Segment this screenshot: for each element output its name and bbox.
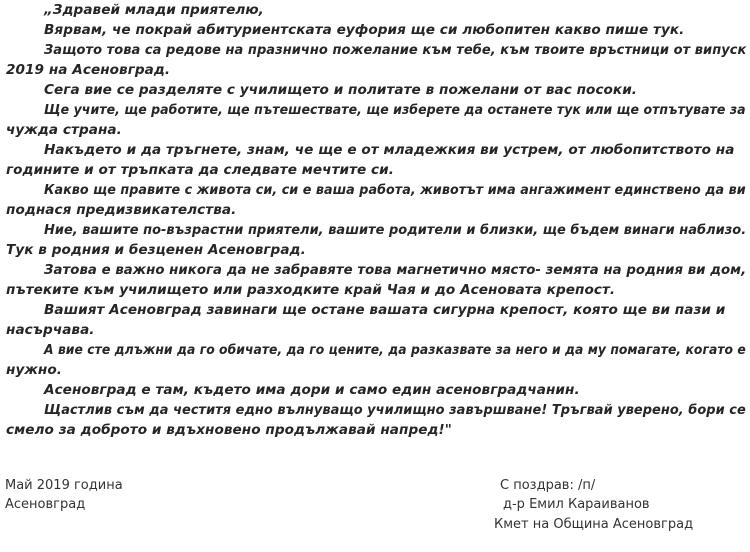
- letter-line: годините и от тръпката да следвате мечтите си.: [6, 162, 394, 178]
- letter-place: Асеновград: [5, 497, 86, 512]
- letter-line: Асеновград е там, където има дори и само един асеновградчанин.: [44, 382, 580, 398]
- letter-line: Щастлив съм да честитя едно вълнуващо училищно завършване! Тръгвай уверено, бори се: [44, 402, 746, 418]
- letter-line: Затова е важно никога да не забравяте това магнетично място- земята на родния ви дом,: [44, 262, 747, 278]
- letter-date: Май 2019 година: [5, 478, 123, 493]
- letter-line: поднася предизвикателства.: [6, 202, 237, 218]
- letter-line: пътеките към училището или разходките край Чая и до Асеновата крепост.: [6, 282, 616, 298]
- letter-line: Вярвам, че покрай абитуриентската еуфория ще си любопитен какво пише тук.: [44, 22, 685, 38]
- letter-line: Защото това са редове на празнично пожелание към тебе, към твоите връстници от випуск: [44, 42, 747, 58]
- signature-greeting: С поздрав: /п/: [500, 478, 596, 493]
- letter-line: Сега вие се разделяте с училището и политате в пожелани от вас посоки.: [44, 82, 638, 98]
- letter-line: „Здравей млади приятелю,: [44, 2, 264, 18]
- letter-line: смело за доброто и вдъхновено продължавай напред!": [6, 422, 452, 438]
- letter-line: Ние, вашите по-възрастни приятели, вашите родители и близки, ще бъдем винаги наблизо.: [44, 222, 747, 238]
- letter-line: Вашият Асеновград завинаги ще остане вашата сигурна крепост, която ще ви пази и: [44, 302, 726, 318]
- letter-line: Накъдето и да тръгнете, знам, че ще е от младежкия ви устрем, от любопитството на: [44, 142, 735, 158]
- letter-line: 2019 на Асеновград.: [6, 62, 171, 78]
- signature-author: д-р Емил Караиванов: [503, 497, 650, 512]
- letter-line: чужда страна.: [6, 122, 122, 138]
- letter-line: Ще учите, ще работите, ще пътешествате, ще изберете да останете тук или ще отпътувате за: [44, 102, 746, 118]
- letter-line: нужно.: [6, 362, 62, 378]
- letter-line: А вие сте длъжни да го обичате, да го цените, да разказвате за него и да му помагате, когато е: [44, 342, 746, 358]
- letter-line: Какво ще правите с живота си, си е ваша работа, животът има ангажимент единствено да ви: [44, 182, 746, 198]
- signature-title: Кмет на Община Асеновград: [494, 517, 694, 532]
- letter-line: Тук в родния и безценен Асеновград.: [6, 242, 306, 258]
- letter-line: насърчава.: [6, 322, 95, 338]
